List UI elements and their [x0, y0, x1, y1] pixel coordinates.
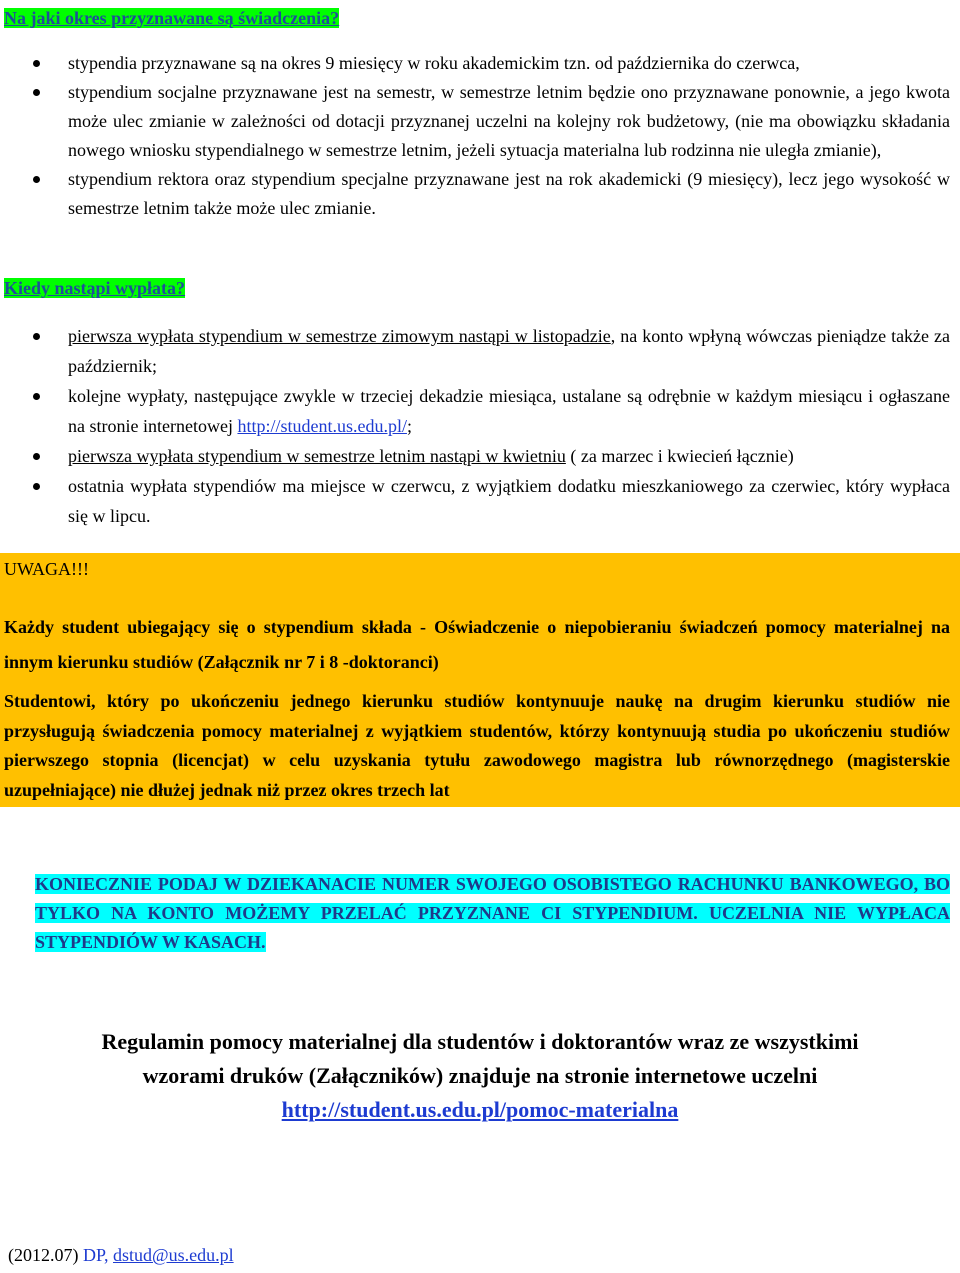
list-item: pierwsza wypłata stypendium w semestrze letnim nastąpi w kwietniu ( za marzec i kwiecień łącznie) — [0, 441, 960, 471]
list-item: stypendium rektora oraz stypendium specjalne przyznawane jest na rok akademicki (9 miesięcy), lecz jego wysokość w semestrze letnim także może ulec zmianie. — [0, 165, 960, 223]
section-heading-period: Na jaki okres przyznawane są świadczenia? — [4, 8, 340, 28]
list-item: kolejne wypłaty, następujące zwykle w trzeciej dekadzie miesiąca, ustalane są odrębnie w każdym miesiącu i ogłaszane na stronie internetowej http://student.us.edu.pl/; — [0, 381, 960, 441]
bullet-icon — [33, 333, 40, 340]
payment-list — [0, 321, 960, 531]
notice-paragraph-declaration: Każdy student ubiegający się o stypendium składa - Oświadczenie o niepobieraniu świadczeń pomocy materialnej na innym kierunku studiów (Załącznik nr 7 i 8 -doktoranci) — [4, 617, 950, 672]
notice-paragraph-second-degree: Studentowi, który po ukończeniu jednego kierunku studiów kontynuuje naukę na drugim kierunku studiów nie przysługują świadczenia pomocy materialnej z wyjątkiem studentów, którzy kontynuują studia po ukończeniu studiów pierwszego stopnia (licencjat) w celu uzyskania tytułu zawodowego magistra lub równorzędnego (magisterskie uzupełniające) nie dłużej jednak niż przez okres trzech lat — [4, 691, 950, 800]
list-item: ostatnia wypłata stypendiów ma miejsce w czerwcu, z wyjątkiem dodatku mieszkaniowego za czerwiec, który wypłaca się w lipcu. — [0, 471, 960, 531]
student-site-link[interactable]: http://student.us.edu.pl/ — [237, 416, 407, 436]
bullet-icon — [33, 176, 40, 183]
bank-account-notice: KONIECZNIE PODAJ W DZIEKANACIE NUMER SWOJEGO OSOBISTEGO RACHUNKU BANKOWEGO, BO TYLKO NA KONTO MOŻEMY PRZELAĆ PRZYZNANE CI STYPENDIUM. UCZELNIA NIE WYPŁACA STYPENDIÓW W KASACH. — [35, 874, 950, 952]
footer-author: DP, — [83, 1245, 109, 1265]
footer-date: (2012.07) — [8, 1245, 79, 1265]
regulations-link[interactable]: http://student.us.edu.pl/pomoc-materialna — [281, 1097, 679, 1122]
bullet-icon — [33, 483, 40, 490]
notice-title: UWAGA!!! — [4, 559, 89, 579]
regulations-line: Regulamin pomocy materialnej dla studentów i doktorantów wraz ze wszystkimi — [101, 1029, 859, 1054]
bullet-icon — [33, 89, 40, 96]
period-list — [0, 49, 960, 223]
footer-email-link[interactable]: dstud@us.edu.pl — [113, 1245, 234, 1265]
section-heading-payment: Kiedy nastąpi wypłata? — [4, 278, 186, 298]
list-item: stypendium socjalne przyznawane jest na semestr, w semestrze letnim będzie ono przyznawane ponownie, a jego kwota może ulec zmianie w zależności od dotacji przyznanej uczelni na kolejny rok budżetowy, (nie ma obowiązku składania nowego wniosku stypendialnego w semestrze letnim, jeżeli sytuacja materialna lub rodzinna nie uległa zmianie), — [0, 78, 960, 165]
footer — [8, 1243, 234, 1267]
list-item: pierwsza wypłata stypendium w semestrze zimowym nastąpi w listopadzie, na konto wpłyną wówczas pieniądze także za październik; — [0, 321, 960, 381]
regulations-info — [0, 1025, 960, 1127]
bullet-icon — [33, 60, 40, 67]
bullet-icon — [33, 393, 40, 400]
bullet-icon — [33, 453, 40, 460]
list-item: stypendia przyznawane są na okres 9 miesięcy w roku akademickim tzn. od października do czerwca, — [0, 49, 960, 78]
regulations-line: wzorami druków (Załączników) znajduje na stronie internetowe uczelni — [142, 1063, 818, 1088]
